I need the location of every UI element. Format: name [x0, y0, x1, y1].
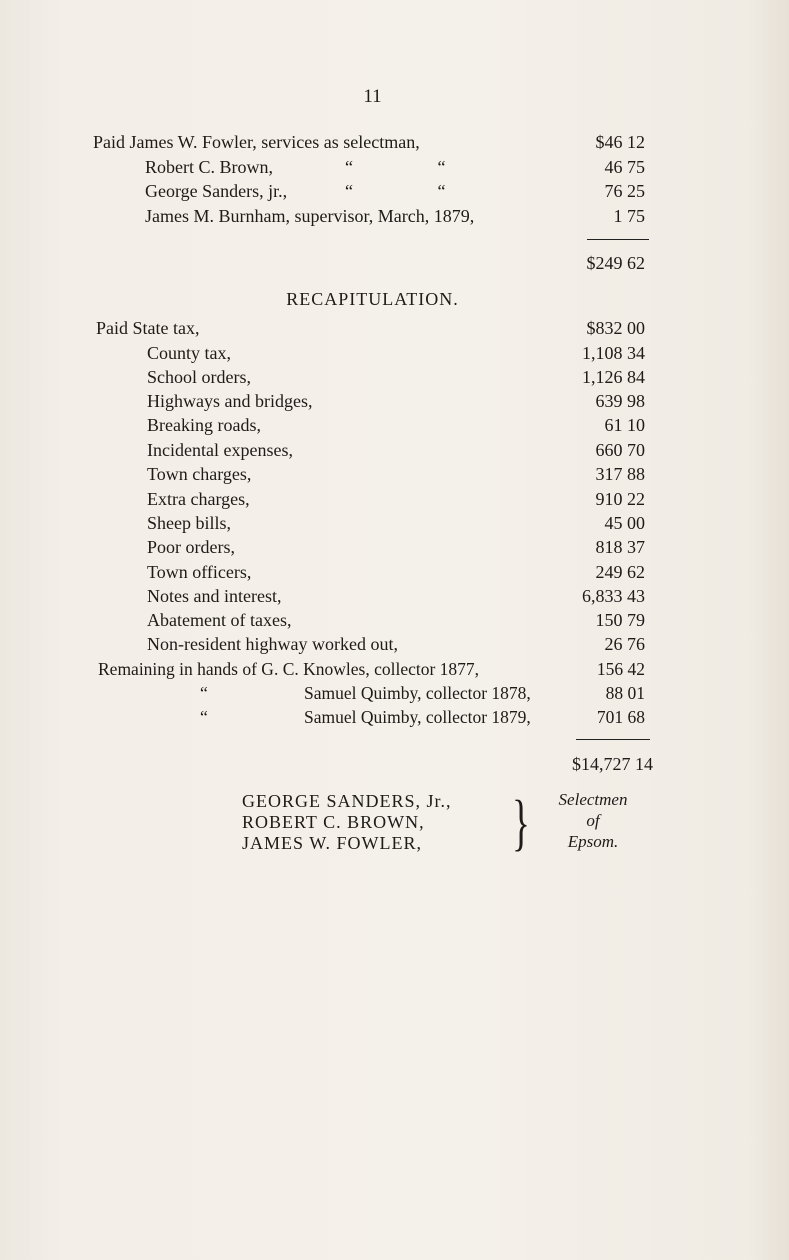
recap-item-amount: 1,108 34	[582, 343, 645, 363]
recap-item-label: Remaining in hands of G. C. Knowles, collector 1877,	[98, 659, 480, 679]
recap-item-amount: 1,126 84	[582, 367, 645, 387]
paid-item-amount: 46 75	[604, 157, 645, 177]
recap-item-label: County tax,	[147, 343, 231, 363]
paid-item	[145, 179, 653, 203]
recap-item-amount: 910 22	[595, 489, 645, 509]
recap-item	[147, 560, 653, 584]
recap-item-label: Town officers,	[147, 562, 252, 582]
brace-icon: }	[512, 789, 530, 857]
paid-item-amount: $46 12	[595, 132, 645, 152]
recap-item	[147, 413, 653, 437]
recap-item-amount: 88 01	[605, 683, 645, 703]
recap-item-amount: 6,833 43	[582, 586, 645, 606]
recap-item-label: School orders,	[147, 367, 251, 387]
recap-item-amount: 317 88	[595, 464, 645, 484]
selectmen-label: of	[586, 811, 600, 830]
ditto-mark: “ “	[345, 157, 446, 177]
recap-item-label: Notes and interest,	[147, 586, 282, 606]
recap-item-amount: 150 79	[595, 610, 645, 630]
recap-item-label: Poor orders,	[147, 537, 235, 557]
recap-item	[147, 584, 653, 608]
recap-item	[147, 365, 653, 389]
recap-item	[147, 438, 653, 462]
recap-item	[96, 316, 653, 340]
paid-item	[145, 204, 653, 228]
selectmen-label: Epsom.	[567, 832, 619, 851]
ditto-mark: “	[200, 707, 208, 727]
signature-line: JAMES W. FOWLER,	[242, 833, 423, 853]
recap-item	[200, 705, 653, 729]
paid-item-amount: 1 75	[613, 206, 645, 226]
recap-item-label: Paid State tax,	[96, 318, 200, 338]
recap-item	[147, 535, 653, 559]
paid-total-row	[93, 251, 653, 275]
paid-item-amount: 76 25	[604, 181, 645, 201]
recap-item-amount: 45 00	[604, 513, 645, 533]
recap-item-amount: 26 76	[604, 634, 645, 654]
recap-item	[147, 389, 653, 413]
recap-item	[147, 341, 653, 365]
paid-item	[145, 155, 653, 179]
recap-item-amount: 61 10	[604, 415, 645, 435]
recap-total-row	[98, 752, 653, 776]
recap-item-label: Incidental expenses,	[147, 440, 293, 460]
signature-line: ROBERT C. BROWN,	[242, 812, 425, 832]
recap-item	[147, 487, 653, 511]
recap-item-amount: 818 37	[595, 537, 645, 557]
recap-item	[200, 681, 653, 705]
paid-item-label: Paid James W. Fowler, services as selectman,	[93, 132, 420, 152]
recap-item-label: Extra charges,	[147, 489, 250, 509]
recap-item	[147, 462, 653, 486]
recap-item-label: Highways and bridges,	[147, 391, 313, 411]
recap-item-amount: $832 00	[586, 318, 645, 338]
paid-item-label: James M. Burnham, supervisor, March, 1879,	[145, 206, 475, 226]
recap-item-label: Town charges,	[147, 464, 252, 484]
sum-rule	[576, 739, 650, 740]
recap-item-amount: 660 70	[595, 440, 645, 460]
paid-total: $249 62	[586, 253, 645, 273]
sum-rule	[587, 239, 649, 240]
selectmen-label: Selectmen	[558, 790, 628, 809]
recapitulation-heading: RECAPITULATION.	[286, 289, 459, 309]
recap-item	[147, 511, 653, 535]
recap-item-amount: 249 62	[595, 562, 645, 582]
ditto-mark: “ “	[345, 181, 446, 201]
recap-item-label: Sheep bills,	[147, 513, 231, 533]
recap-item-amount: 701 68	[596, 707, 645, 727]
recap-item	[147, 608, 653, 632]
recap-total: $14,727 14	[572, 754, 653, 774]
recap-item-label: Abatement of taxes,	[147, 610, 292, 630]
recap-item-amount: 639 98	[595, 391, 645, 411]
recap-item-label: Breaking roads,	[147, 415, 261, 435]
paid-item	[93, 130, 653, 154]
page-number: 11	[363, 86, 382, 107]
recap-item	[147, 632, 653, 656]
recap-item-amount: 156 42	[596, 659, 645, 679]
recap-item-label: Samuel Quimby, collector 1879,	[304, 707, 531, 727]
paid-item-label: Robert C. Brown,	[145, 157, 273, 177]
recap-item	[98, 657, 653, 681]
recap-item-label: Non-resident highway worked out,	[147, 634, 398, 654]
paid-item-label: George Sanders, jr.,	[145, 181, 288, 201]
recap-item-label: Samuel Quimby, collector 1878,	[304, 683, 531, 703]
ditto-mark: “	[200, 683, 208, 703]
signature-line: GEORGE SANDERS, Jr.,	[242, 791, 452, 811]
